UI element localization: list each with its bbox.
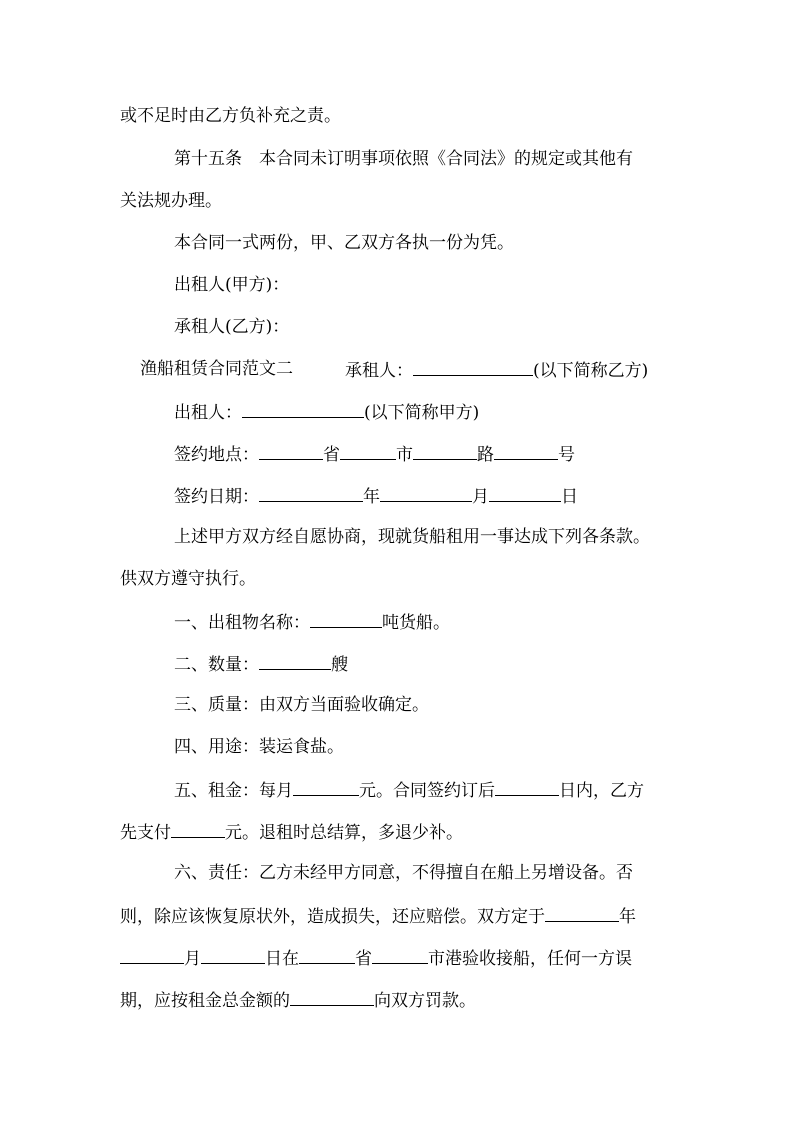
fill-blank: [495, 777, 559, 796]
text-line: 第十五条 本合同未订明事项依照《合同法》的规定或其他有: [174, 149, 633, 169]
paragraph-line: [174, 441, 575, 465]
text-segment: 则，除应该恢复原状外，造成损失，还应赔偿。双方定于: [120, 907, 545, 927]
text-line: 四、用途：装运食盐。: [174, 737, 344, 757]
text-segment: 月: [184, 949, 201, 969]
fill-blank: [171, 819, 225, 838]
text-segment: (以下简称乙方): [533, 361, 649, 381]
paragraph-line: [174, 693, 429, 717]
text-segment: 省: [323, 445, 340, 465]
text-segment: 元。合同签约订后: [359, 781, 495, 801]
fill-blank: [372, 945, 428, 964]
paragraph-line: [120, 104, 341, 128]
text-line: 出租人(甲方)：: [174, 275, 290, 295]
paragraph-line: [174, 273, 289, 297]
fill-blank: [293, 777, 359, 796]
text-segment: 签约地点：: [174, 445, 259, 465]
fill-blank: [489, 483, 561, 502]
paragraph-line: [120, 819, 463, 843]
fill-blank: [290, 987, 374, 1006]
paragraph-line: [120, 903, 636, 927]
fill-blank: [380, 483, 472, 502]
text-line: 六、责任：乙方未经甲方同意，不得擅自在船上另增设备。否: [174, 863, 633, 883]
text-segment: 向双方罚款。: [374, 991, 476, 1011]
fill-blank: [494, 441, 558, 460]
paragraph-line: [120, 567, 256, 591]
fill-blank: [259, 651, 331, 670]
text-segment: 二、数量：: [174, 655, 259, 675]
text-segment: 吨货船。: [382, 613, 450, 633]
fill-blank: [413, 357, 533, 376]
paragraph-line: [345, 357, 648, 381]
text-segment: 艘: [331, 655, 348, 675]
text-segment: 期，应按租金总金额的: [120, 991, 290, 1011]
text-line: 三、质量：由双方当面验收确定。: [174, 695, 429, 715]
text-segment: 省: [355, 949, 372, 969]
section-title: 渔船租赁合同范文二: [140, 359, 293, 379]
text-line: 关法规办理。: [120, 191, 222, 211]
text-segment: 日内，乙方: [559, 781, 644, 801]
text-segment: 年: [619, 907, 636, 927]
text-segment: 市港验收接船，任何一方误: [428, 949, 632, 969]
fill-blank: [413, 441, 477, 460]
fill-blank: [242, 399, 364, 418]
text-segment: 五、租金：每月: [174, 781, 293, 801]
text-segment: 承租人：: [345, 361, 413, 381]
text-segment: 市: [396, 445, 413, 465]
text-segment: 年: [363, 487, 380, 507]
text-segment: 路: [477, 445, 494, 465]
text-segment: 签约日期：: [174, 487, 259, 507]
fill-blank: [259, 441, 323, 460]
fill-blank: [201, 945, 265, 964]
paragraph-line: [174, 651, 348, 675]
paragraph-line: [120, 189, 222, 213]
fill-blank: [259, 483, 363, 502]
paragraph-line: [174, 525, 650, 549]
fill-blank: [340, 441, 396, 460]
text-line: 上述甲方双方经自愿协商，现就货船租用一事达成下列各条款。: [174, 527, 650, 547]
paragraph-line: [174, 735, 344, 759]
text-segment: 先支付: [120, 823, 171, 843]
paragraph-line: [174, 147, 633, 171]
text-segment: 一、出租物名称：: [174, 613, 310, 633]
text-line: 或不足时由乙方负补充之责。: [120, 106, 341, 126]
paragraph-line: [174, 483, 578, 507]
text-segment: (以下简称甲方): [364, 403, 480, 423]
text-line: 本合同一式两份，甲、乙双方各执一份为凭。: [174, 233, 514, 253]
text-segment: 元。退租时总结算，多退少补。: [225, 823, 463, 843]
fill-blank: [545, 903, 619, 922]
paragraph-line: [120, 987, 476, 1011]
paragraph-line: [174, 315, 289, 339]
paragraph-line: [174, 861, 633, 885]
text-line: 承租人(乙方)：: [174, 317, 290, 337]
fill-blank: [120, 945, 184, 964]
text-line: 供双方遵守执行。: [120, 569, 256, 589]
text-segment: 出租人：: [174, 403, 242, 423]
paragraph-line: [174, 399, 479, 423]
text-segment: 号: [558, 445, 575, 465]
text-segment: 月: [472, 487, 489, 507]
fill-blank: [299, 945, 355, 964]
text-segment: 日在: [265, 949, 299, 969]
paragraph-line: [174, 609, 450, 633]
fill-blank: [310, 609, 382, 628]
paragraph-line: [120, 945, 632, 969]
paragraph-line: [174, 777, 644, 801]
paragraph-line: [174, 231, 514, 255]
text-segment: 日: [561, 487, 578, 507]
paragraph-line: [140, 357, 293, 381]
